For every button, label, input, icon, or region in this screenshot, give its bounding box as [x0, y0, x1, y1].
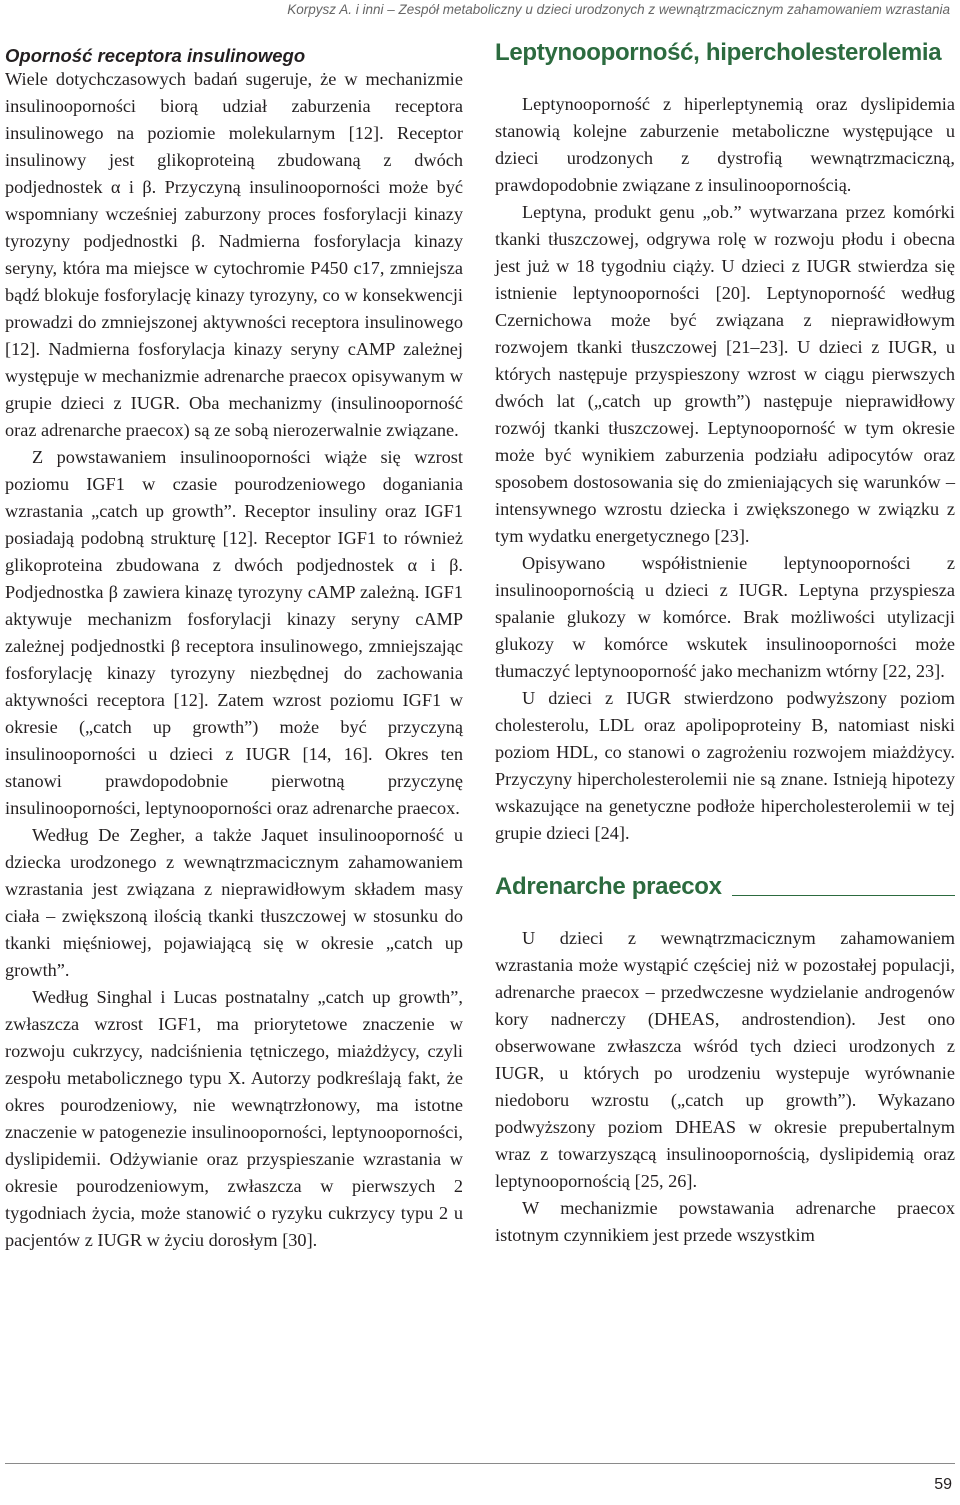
running-header-authors: Korpysz A. i inni – — [287, 2, 399, 17]
paragraph: Według Singhal i Lucas postnatalny „catch up growth”, zwłaszcza wzrost IGF1, ma priorytetowe znaczenie w rozwoju cukrzycy, nadciśnienia tętniczego, miażdżycy, czyli zespołu metabolicznego typu X. Autorzy podkreślają fakt, że okres pourodzeniowy, nie wewnątrzłonowy, ma istotne znaczenie w patogenezie insulinooporności, leptynooporności, dyslipidemii. Odżywianie oraz przyspieszanie wzrastania w okresie pourodzeniowym, zwłaszcza w pierwszych 2 tygodniach życia, może stanowić o ryzyku cukrzycy typu 2 u pacjentów z IUGR w życiu dorosłym [30]. — [5, 987, 463, 1250]
paragraph: Z powstawaniem insulinooporności wiąże się wzrost poziomu IGF1 w czasie pourodzeniowego doganiania wzrastania „catch up growth”. Receptor insuliny oraz IGF1 posiadają podobną strukturę [12]. Receptor IGF1 to również glikoproteina zbudowana z dwóch podjednostek α i β. Podjednostka β zawiera kinazę tyrozyny cAMP zależną. IGF1 aktywuje mechanizm fosforylacji kinazy seryny cAMP zależnej podjednostki β receptora insulinowego, zmniejszając fosforylację kinazy tyrozyny niezbędnej do zachowania aktywności receptora [12]. Zatem wzrost poziomu IGF1 w okresie („catch up growth”) może być przyczyną insulinooporności u dzieci z IUGR [14, 16]. Okres ten stanowi prawdopodobnie pierwotną przyczynę insulinooporności, leptynooporności oraz adrenarche praecox. — [5, 447, 463, 818]
paragraph: Leptyna, produkt genu „ob.” wytwarzana przez komórki tkanki tłuszczowej, odgrywa rolę w rozwoju płodu i obecna jest już w 18 tygodniu ciąży. U dzieci z IUGR stwierdza się istnienie leptynooporności [20]. Leptynoporność według Czernichowa może być związana z nieprawidłowym rozwojem tkanki tłuszczowej [21–23]. U dzieci z IUGR, u których następuje przyspieszony wzrost w ciągu pierwszych dwóch lat („catch up growth”) następuje nieprawidłowy rozwój tkanki tłuszczowej. Leptynooporność w tym okresie może być wynikiem zaburzenia podziału adipocytów oraz sposobem dostosowania się do zmieniających się warunków – intensywnego wzrostu dziecka i zwiększonego w związku z tym wydatku energetycznego [23]. — [495, 202, 955, 546]
footer-divider — [5, 1463, 955, 1464]
section-title-rule — [732, 895, 955, 896]
left-column — [5, 38, 463, 1254]
paragraph: Według De Zegher, a także Jaquet insulinooporność u dziecka urodzonego z wewnątrzmacicznym zahamowaniem wzrastania jest związana z nieprawidłowym składem masy ciała – zwiększoną ilością tkanki tłuszczowej w stosunku do tkanki mięśniowej, pojawiającą się w okresie „catch up growth”. — [5, 825, 463, 980]
paragraph: W mechanizmie powstawania adrenarche praecox istotnym czynnikiem jest przede wszystkim — [495, 1198, 955, 1245]
running-header — [10, 2, 950, 17]
paragraph: U dzieci z wewnątrzmacicznym zahamowaniem wzrastania może wystąpić częściej niż w pozostałej populacji, adrenarche praecox – przedwczesne wydzielanie androgenów kory nadnerczy (DHEAS, androstendion). Jest ono obserwowane zwłaszcza wśród tych dzieci urodzonych z IUGR, u których po urodzeniu wystepuje wyrównanie niedoboru wzrostu („catch up growth”). Wykazano podwyższony poziom DHEAS w okresie prepubertalnym wraz z towarzyszącą insulinoopornością, dyslipidemią oraz leptynoopornością [25, 26]. — [495, 928, 955, 1191]
running-header-title: Zespół metaboliczny u dzieci urodzonych z wewnątrzmacicznym zahamowaniem wzrastania — [398, 2, 950, 17]
page-number: 59 — [934, 1476, 952, 1493]
paragraph: Opisywano współistnienie leptynooporności z insulinoopornością u dzieci z IUGR. Leptyna przyspiesza spalanie glukozy w komórce. Brak możliwości utylizacji glukozy w komórce wskutek insulinooporności może tłumaczyć leptynooporność jako mechanizm wtórny [22, 23]. — [495, 553, 955, 681]
subheading-insulin-receptor: Oporność receptora insulinowego — [5, 45, 306, 66]
paragraph: U dzieci z IUGR stwierdzono podwyższony poziom cholesterolu, LDL oraz apolipoproteiny B, natomiast niski poziom HDL, co stanowi o zagrożeniu rozwojem miażdżycy. Przyczyny hipercholesterolemii nie są znane. Istnieją hipotezy wskazujące na genetyczne podłoże hipercholesterolemii w tej grupie dzieci [24]. — [495, 688, 955, 843]
paragraph: Wiele dotychczasowych badań sugeruje, że w mechanizmie insulinooporności biorą udział zaburzenia receptora insulinowego na poziomie molekularnym [12]. Receptor insulinowy jest glikoproteiną zbudowaną z dwóch podjednostek α i β. Przyczyną insulinooporności może być wspomniany wcześniej zaburzony proces fosforylacji kinazy tyrozyny podjednostki β. Nadmierna fosforylacja kinazy seryny, która ma miejsce w cytochromie P450 c17, zmniejsza bądź blokuje fosforylację kinazy tyrozyny, co w konsekwencji prowadzi do zmniejszonej aktywności receptora insulinowego [12]. Nadmierna fosforylacja kinazy seryny cAMP zależnej występuje w mechanizmie adrenarche praecox opisywanym w grupie dzieci z IUGR. Oba mechanizmy (insulinooporność oraz adrenarche praecox) są ze sobą nierozerwalnie związane. — [5, 69, 463, 440]
paragraph: Leptynooporność z hiperleptynemią oraz dyslipidemia stanowią kolejne zaburzenie metaboliczne występujące u dzieci urodzonych z dystrofią wewnątrzmaciczną, prawdopodobnie związane z insulinoopornością. — [495, 94, 955, 195]
section-title-leptin: Leptynooporność, hipercholesterolemia — [495, 39, 942, 66]
section-title-adrenarche — [495, 872, 955, 902]
section-title-adrenarche-text: Adrenarche praecox — [495, 873, 722, 900]
right-column — [495, 38, 955, 1249]
